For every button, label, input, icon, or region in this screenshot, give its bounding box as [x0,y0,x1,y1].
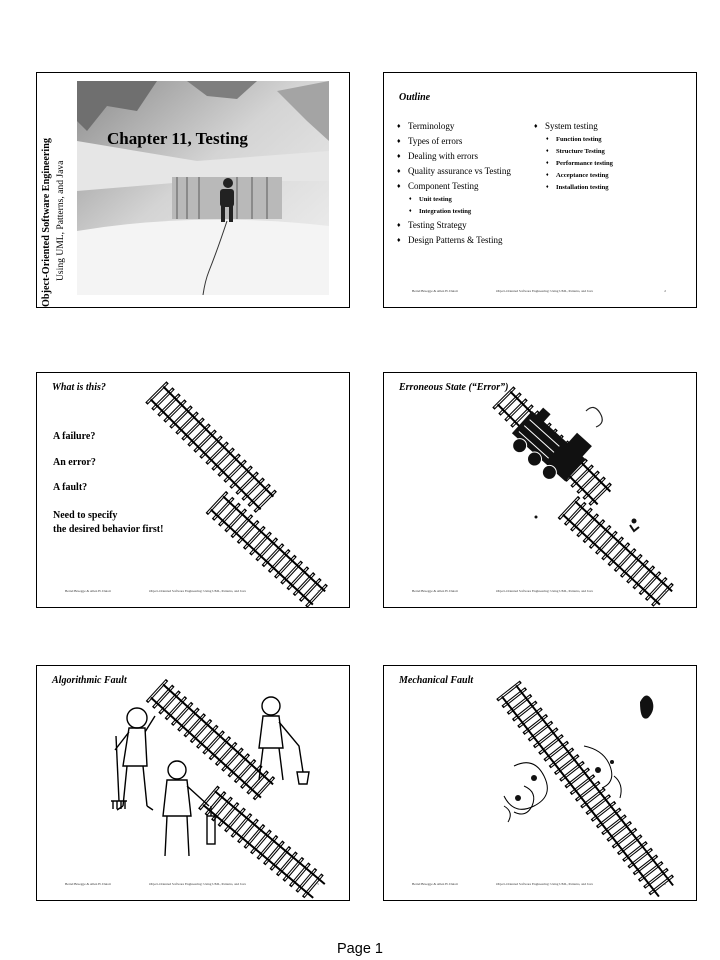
diamond-bullet-icon: ♦ [546,185,549,190]
slide-what-is-this [36,372,350,608]
outline-text: Integration testing [419,208,472,215]
footer-page: 6 [664,882,666,886]
track-rail [215,791,325,884]
footer-book: Object-Oriented Software Engineering: Using UML, Patterns, and Java [496,589,593,593]
outline-subitem [534,158,613,170]
footer-authors: Bernd Bruegge & Allen H. Dutoit [65,589,111,593]
footer-page: 5 [317,882,319,886]
track-rail [502,697,659,897]
track-rail [163,684,273,784]
slide-title-algorithmic: Algorithmic Fault [52,675,127,686]
footer-authors: Bernd Bruegge & Allen H. Dutoit [412,589,458,593]
question-error: An error? [53,457,96,468]
footer-page: 4 [664,589,666,593]
slide-algorithmic-fault [36,665,350,901]
slide-footer [37,589,349,597]
slide-title [36,72,350,308]
outline-text: Design Patterns & Testing [408,235,503,245]
specify-line-1: Need to specify [53,510,118,521]
footer-book: Object-Oriented Software Engineering: Using UML, Patterns, and Java [149,589,246,593]
outline-item [397,218,511,233]
slide-title-error: Erroneous State (“Error”) [399,382,509,393]
outline-subitem [397,194,511,206]
footer-authors: Bernd Bruegge & Allen H. Dutoit [412,882,458,886]
vertical-title-block [36,73,77,307]
question-failure: A failure? [53,431,96,442]
diamond-bullet-icon: ♦ [397,152,401,160]
diamond-bullet-icon: ♦ [397,122,401,130]
outline-subitem [397,206,511,218]
outline-text: Unit testing [419,196,452,203]
slide-mechanical-fault [383,665,697,901]
footer-book: Object-Oriented Software Engineering: Using UML, Patterns, and Java [149,882,246,886]
footer-page: 2 [664,289,666,293]
outline-text: Performance testing [556,160,613,167]
worker-left [111,708,155,810]
outline-subitem [534,182,613,194]
outline-subitem [534,134,613,146]
outline-text: Installation testing [556,184,609,191]
outline-text: Function testing [556,136,602,143]
slide-erroneous-state [383,372,697,608]
train-on-broken-track-illustration [384,373,696,607]
diamond-bullet-icon: ♦ [397,182,401,190]
slide-footer [384,589,696,597]
diamond-bullet-icon: ♦ [397,236,401,244]
diamond-bullet-icon: ♦ [397,167,401,175]
outline-text: System testing [545,121,598,131]
outline-item [397,149,511,164]
question-fault: A fault? [53,482,88,493]
outline-text: Acceptance testing [556,172,609,179]
diamond-bullet-icon: ♦ [546,137,549,142]
slide-footer [384,289,696,297]
footer-book: Object-Oriented Software Engineering: Using UML, Patterns, and Java [496,882,593,886]
outline-item [397,119,511,134]
footer-book: Object-Oriented Software Engineering: Using UML, Patterns, and Java [496,289,593,293]
outline-item [397,164,511,179]
slide-footer [37,882,349,890]
outline-right-list [534,119,613,194]
outline-text: Component Testing [408,181,479,191]
slide-title-what: What is this? [52,382,106,393]
slide-title-mechanical: Mechanical Fault [399,675,474,686]
diamond-bullet-icon: ♦ [397,221,401,229]
slide-title-outline: Outline [399,92,431,103]
outline-item [397,233,511,248]
outline-text: Terminology [408,121,455,131]
outline-text: Dealing with errors [408,151,478,161]
diamond-bullet-icon: ♦ [409,197,412,202]
slide-outline [383,72,697,308]
diamond-bullet-icon: ♦ [534,122,538,130]
footer-page: 3 [317,589,319,593]
vertical-subtitle: Using UML, Patterns, and Java [55,160,66,281]
track-rail [163,387,273,497]
diamond-bullet-icon: ♦ [546,161,549,166]
specify-line-2: the desired behavior first! [53,524,164,535]
outline-item [397,179,511,194]
outline-item [534,119,613,134]
slide-footer [384,882,696,890]
outline-subitem [534,170,613,182]
washed-out-track-illustration [384,666,696,900]
page-number: Page 1 [337,941,383,957]
outline-left-list [397,119,511,248]
outline-text: Testing Strategy [408,220,467,230]
chapter-title: Chapter 11, Testing [107,129,248,148]
diamond-bullet-icon: ♦ [546,173,549,178]
mountaineer-photo [77,81,329,295]
footer-authors: Bernd Bruegge & Allen H. Dutoit [412,289,458,293]
workers-illustration [37,666,349,900]
diamond-bullet-icon: ♦ [409,209,412,214]
diamond-bullet-icon: ♦ [546,149,549,154]
track-rail [223,496,325,591]
outline-subitem [534,146,613,158]
diamond-bullet-icon: ♦ [397,137,401,145]
track-rail [151,399,261,509]
outline-item [397,134,511,149]
outline-text: Quality assurance vs Testing [408,166,511,176]
outline-text: Structure Testing [556,148,605,155]
outline-text: Types of errors [408,136,463,146]
vertical-title: Object-Oriented Software Engineering [41,137,52,307]
track-rail [151,698,261,798]
footer-authors: Bernd Bruegge & Allen H. Dutoit [65,882,111,886]
